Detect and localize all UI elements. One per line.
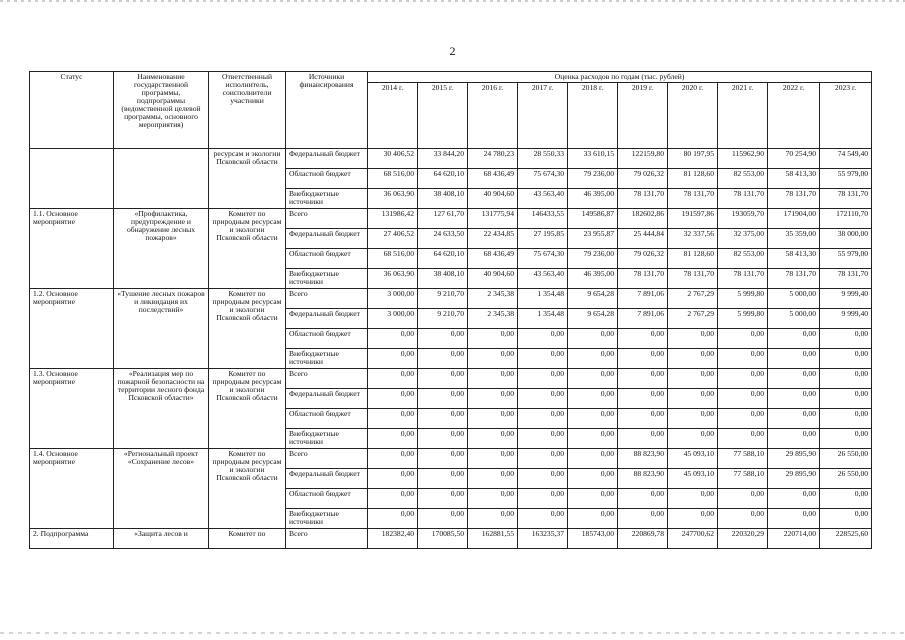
row-value: 55 979,00 xyxy=(820,169,872,189)
header-year: 2019 г. xyxy=(618,83,668,149)
row-value: 75 674,30 xyxy=(518,169,568,189)
row-value: 0,00 xyxy=(518,349,568,369)
row-value: 0,00 xyxy=(368,449,418,469)
row-value: 78 131,70 xyxy=(718,189,768,209)
row-value: 146433,55 xyxy=(518,209,568,229)
row-value: 0,00 xyxy=(468,429,518,449)
row-status: 2. Подпрограмма xyxy=(30,529,114,549)
row-value: 9 999,40 xyxy=(820,289,872,309)
row-value: 78 131,70 xyxy=(668,189,718,209)
row-funding-source: Федеральный бюджет xyxy=(286,389,368,409)
row-value: 0,00 xyxy=(368,329,418,349)
table-row xyxy=(30,209,872,229)
row-value: 0,00 xyxy=(468,489,518,509)
row-value: 0,00 xyxy=(618,489,668,509)
row-value: 0,00 xyxy=(368,489,418,509)
row-value: 2 767,29 xyxy=(668,289,718,309)
row-value: 0,00 xyxy=(368,349,418,369)
row-value: 3 000,00 xyxy=(368,309,418,329)
row-value: 5 999,80 xyxy=(718,289,768,309)
row-status xyxy=(30,149,114,209)
row-value: 0,00 xyxy=(618,409,668,429)
row-value: 0,00 xyxy=(718,509,768,529)
row-value: 0,00 xyxy=(820,329,872,349)
row-value: 82 553,00 xyxy=(718,169,768,189)
row-value: 32 337,56 xyxy=(668,229,718,249)
row-funding-source: Внебюджетные источники xyxy=(286,509,368,529)
row-value: 0,00 xyxy=(568,429,618,449)
row-value: 25 444,84 xyxy=(618,229,668,249)
row-executor: Комитет по природным ресурсам и экологии Псковской области xyxy=(209,369,286,449)
row-value: 0,00 xyxy=(568,509,618,529)
row-executor: Комитет по природным ресурсам и экологии Псковской области xyxy=(209,289,286,369)
row-value: 0,00 xyxy=(618,349,668,369)
row-status: 1.4. Основное мероприятие xyxy=(30,449,114,529)
row-value: 0,00 xyxy=(768,429,820,449)
row-value: 33 610,15 xyxy=(568,149,618,169)
row-value: 22 434,85 xyxy=(468,229,518,249)
row-value: 0,00 xyxy=(768,329,820,349)
row-value: 78 131,70 xyxy=(768,269,820,289)
row-value: 70 254,90 xyxy=(768,149,820,169)
row-value: 74 549,40 xyxy=(820,149,872,169)
table-row xyxy=(30,149,872,169)
row-funding-source: Внебюджетные источники xyxy=(286,189,368,209)
row-value: 79 236,00 xyxy=(568,169,618,189)
row-value: 0,00 xyxy=(568,349,618,369)
row-value: 0,00 xyxy=(618,509,668,529)
row-value: 0,00 xyxy=(518,389,568,409)
header-status: Статус xyxy=(30,72,114,149)
header-year: 2021 г. xyxy=(718,83,768,149)
table-row xyxy=(30,369,872,389)
row-value: 0,00 xyxy=(518,369,568,389)
row-value: 38 408,10 xyxy=(418,269,468,289)
row-value: 0,00 xyxy=(668,389,718,409)
table-row xyxy=(30,449,872,469)
row-value: 5 999,80 xyxy=(718,309,768,329)
row-value: 0,00 xyxy=(568,449,618,469)
row-value: 1 354,48 xyxy=(518,309,568,329)
row-value: 0,00 xyxy=(618,369,668,389)
row-value: 0,00 xyxy=(768,369,820,389)
row-status: 1.2. Основное мероприятие xyxy=(30,289,114,369)
row-value: 68 436,49 xyxy=(468,249,518,269)
row-value: 80 197,95 xyxy=(668,149,718,169)
row-value: 32 375,00 xyxy=(718,229,768,249)
row-value: 0,00 xyxy=(568,329,618,349)
row-value: 2 767,29 xyxy=(668,309,718,329)
budget-table xyxy=(29,71,872,549)
row-value: 0,00 xyxy=(618,429,668,449)
row-value: 0,00 xyxy=(568,369,618,389)
row-value: 171904,00 xyxy=(768,209,820,229)
table-row xyxy=(30,529,872,549)
row-value: 0,00 xyxy=(418,369,468,389)
row-value: 7 891,06 xyxy=(618,309,668,329)
row-value: 0,00 xyxy=(518,469,568,489)
row-value: 9 210,70 xyxy=(418,309,468,329)
row-value: 0,00 xyxy=(718,429,768,449)
row-value: 0,00 xyxy=(668,369,718,389)
row-value: 0,00 xyxy=(718,489,768,509)
row-value: 0,00 xyxy=(518,429,568,449)
row-value: 170085,50 xyxy=(418,529,468,549)
row-status: 1.1. Основное мероприятие xyxy=(30,209,114,289)
row-value: 0,00 xyxy=(768,489,820,509)
row-value: 172110,70 xyxy=(820,209,872,229)
row-value: 0,00 xyxy=(368,409,418,429)
row-status: 1.3. Основное мероприятие xyxy=(30,369,114,449)
row-value: 0,00 xyxy=(418,469,468,489)
row-value: 7 891,06 xyxy=(618,289,668,309)
row-value: 0,00 xyxy=(820,409,872,429)
row-funding-source: Всего xyxy=(286,369,368,389)
row-value: 0,00 xyxy=(518,449,568,469)
row-value: 64 620,10 xyxy=(418,169,468,189)
row-value: 45 093,10 xyxy=(668,449,718,469)
row-value: 0,00 xyxy=(668,429,718,449)
row-value: 0,00 xyxy=(618,329,668,349)
header-year: 2017 г. xyxy=(518,83,568,149)
row-value: 0,00 xyxy=(468,509,518,529)
scan-edge-bottom xyxy=(0,632,905,634)
row-value: 0,00 xyxy=(668,329,718,349)
row-program-name: «Реализация мер по пожарной безопасности на территории лесного фонда Псковской области» xyxy=(114,369,209,449)
row-value: 0,00 xyxy=(418,409,468,429)
row-value: 0,00 xyxy=(468,349,518,369)
row-value: 220714,00 xyxy=(768,529,820,549)
row-value: 0,00 xyxy=(820,429,872,449)
row-value: 43 563,40 xyxy=(518,189,568,209)
row-value: 0,00 xyxy=(618,389,668,409)
row-value: 0,00 xyxy=(820,509,872,529)
row-value: 23 955,87 xyxy=(568,229,618,249)
row-program-name: «Региональный проект «Сохранение лесов» xyxy=(114,449,209,529)
row-value: 78 131,70 xyxy=(618,189,668,209)
row-value: 27 195,85 xyxy=(518,229,568,249)
header-year: 2018 г. xyxy=(568,83,618,149)
row-value: 77 588,10 xyxy=(718,449,768,469)
header-row-top xyxy=(30,72,872,83)
row-value: 0,00 xyxy=(468,469,518,489)
header-executor: Ответственный исполнитель, соисполнители участники xyxy=(209,72,286,149)
row-value: 0,00 xyxy=(418,489,468,509)
row-value: 45 093,10 xyxy=(668,469,718,489)
header-estimate: Оценка расходов по годам (тыс. рублей) xyxy=(368,72,872,83)
row-value: 0,00 xyxy=(820,489,872,509)
row-value: 0,00 xyxy=(368,509,418,529)
row-value: 9 210,70 xyxy=(418,289,468,309)
row-value: 0,00 xyxy=(768,409,820,429)
row-value: 247700,62 xyxy=(668,529,718,549)
row-funding-source: Федеральный бюджет xyxy=(286,309,368,329)
row-funding-source: Всего xyxy=(286,449,368,469)
row-value: 36 063,90 xyxy=(368,189,418,209)
row-value: 81 128,60 xyxy=(668,249,718,269)
row-value: 0,00 xyxy=(668,409,718,429)
row-funding-source: Федеральный бюджет xyxy=(286,229,368,249)
row-value: 58 413,30 xyxy=(768,169,820,189)
row-value: 78 131,70 xyxy=(618,269,668,289)
row-value: 220869,78 xyxy=(618,529,668,549)
row-value: 0,00 xyxy=(518,509,568,529)
row-value: 64 620,10 xyxy=(418,249,468,269)
row-value: 0,00 xyxy=(718,349,768,369)
row-value: 131775,94 xyxy=(468,209,518,229)
row-value: 163235,37 xyxy=(518,529,568,549)
row-value: 36 063,90 xyxy=(368,269,418,289)
header-year: 2023 г. xyxy=(820,83,872,149)
row-value: 0,00 xyxy=(568,409,618,429)
header-source: Источники финансирования xyxy=(286,72,368,149)
row-value: 40 904,60 xyxy=(468,269,518,289)
row-value: 182602,86 xyxy=(618,209,668,229)
header-year: 2014 г. xyxy=(368,83,418,149)
row-value: 0,00 xyxy=(768,389,820,409)
row-value: 182382,40 xyxy=(368,529,418,549)
header-year: 2015 г. xyxy=(418,83,468,149)
row-program-name xyxy=(114,149,209,209)
row-value: 0,00 xyxy=(368,429,418,449)
row-value: 29 895,90 xyxy=(768,469,820,489)
row-value: 0,00 xyxy=(568,489,618,509)
row-value: 0,00 xyxy=(518,329,568,349)
row-value: 43 563,40 xyxy=(518,269,568,289)
row-value: 29 895,90 xyxy=(768,449,820,469)
row-value: 0,00 xyxy=(768,509,820,529)
row-value: 0,00 xyxy=(468,409,518,429)
row-value: 79 026,32 xyxy=(618,249,668,269)
row-value: 0,00 xyxy=(468,449,518,469)
row-value: 0,00 xyxy=(368,469,418,489)
row-value: 9 999,40 xyxy=(820,309,872,329)
row-value: 0,00 xyxy=(368,389,418,409)
page-number: 2 xyxy=(449,44,456,58)
row-program-name: «Защита лесов и xyxy=(114,529,209,549)
header-year: 2020 г. xyxy=(668,83,718,149)
row-funding-source: Всего xyxy=(286,529,368,549)
row-value: 149586,87 xyxy=(568,209,618,229)
header-year: 2022 г. xyxy=(768,83,820,149)
row-value: 81 128,60 xyxy=(668,169,718,189)
row-value: 0,00 xyxy=(468,389,518,409)
row-value: 77 588,10 xyxy=(718,469,768,489)
row-value: 78 131,70 xyxy=(820,189,872,209)
row-value: 28 550,33 xyxy=(518,149,568,169)
row-value: 115962,90 xyxy=(718,149,768,169)
row-executor: Комитет по природным ресурсам и экологии Псковской области xyxy=(209,449,286,529)
row-program-name: «Профилактика, предупреждение и обнаружение лесных пожаров» xyxy=(114,209,209,289)
row-executor: ресурсам и экологии Псковской области xyxy=(209,149,286,209)
row-value: 33 844,20 xyxy=(418,149,468,169)
row-value: 88 823,90 xyxy=(618,469,668,489)
row-value: 0,00 xyxy=(518,489,568,509)
row-value: 24 780,23 xyxy=(468,149,518,169)
row-funding-source: Внебюджетные источники xyxy=(286,349,368,369)
row-value: 0,00 xyxy=(418,329,468,349)
row-value: 131986,42 xyxy=(368,209,418,229)
row-value: 30 406,52 xyxy=(368,149,418,169)
row-value: 5 000,00 xyxy=(768,289,820,309)
row-funding-source: Федеральный бюджет xyxy=(286,149,368,169)
row-value: 0,00 xyxy=(468,369,518,389)
row-value: 26 550,00 xyxy=(820,469,872,489)
scan-edge-top xyxy=(0,0,905,2)
row-value: 38 408,10 xyxy=(418,189,468,209)
row-value: 0,00 xyxy=(368,369,418,389)
row-value: 3 000,00 xyxy=(368,289,418,309)
row-value: 0,00 xyxy=(768,349,820,369)
row-value: 0,00 xyxy=(418,429,468,449)
row-value: 0,00 xyxy=(718,329,768,349)
row-value: 58 413,30 xyxy=(768,249,820,269)
row-value: 0,00 xyxy=(820,389,872,409)
row-funding-source: Областной бюджет xyxy=(286,329,368,349)
row-value: 79 236,00 xyxy=(568,249,618,269)
row-value: 220320,29 xyxy=(718,529,768,549)
row-value: 2 345,38 xyxy=(468,309,518,329)
row-funding-source: Областной бюджет xyxy=(286,169,368,189)
row-value: 0,00 xyxy=(568,469,618,489)
row-value: 0,00 xyxy=(820,369,872,389)
row-value: 79 026,32 xyxy=(618,169,668,189)
row-value: 9 654,28 xyxy=(568,289,618,309)
row-value: 27 406,52 xyxy=(368,229,418,249)
row-value: 0,00 xyxy=(820,349,872,369)
row-value: 122159,80 xyxy=(618,149,668,169)
row-value: 24 633,50 xyxy=(418,229,468,249)
row-value: 55 979,00 xyxy=(820,249,872,269)
row-value: 0,00 xyxy=(718,409,768,429)
row-value: 5 000,00 xyxy=(768,309,820,329)
header-name: Наименование государственной программы, подпрограммы (ведомственной целевой программы, основного мероприятия) xyxy=(114,72,209,149)
row-value: 2 345,38 xyxy=(468,289,518,309)
row-value: 0,00 xyxy=(668,509,718,529)
row-value: 35 359,00 xyxy=(768,229,820,249)
row-value: 0,00 xyxy=(718,389,768,409)
row-value: 162881,55 xyxy=(468,529,518,549)
row-value: 46 395,00 xyxy=(568,189,618,209)
row-value: 0,00 xyxy=(468,329,518,349)
row-value: 68 436,49 xyxy=(468,169,518,189)
row-value: 78 131,70 xyxy=(718,269,768,289)
row-funding-source: Федеральный бюджет xyxy=(286,469,368,489)
row-value: 0,00 xyxy=(418,389,468,409)
row-value: 78 131,70 xyxy=(820,269,872,289)
row-value: 127 61,70 xyxy=(418,209,468,229)
row-value: 26 550,00 xyxy=(820,449,872,469)
row-value: 9 654,28 xyxy=(568,309,618,329)
row-value: 68 516,00 xyxy=(368,169,418,189)
row-funding-source: Всего xyxy=(286,209,368,229)
row-value: 0,00 xyxy=(718,369,768,389)
row-value: 0,00 xyxy=(668,349,718,369)
row-executor: Комитет по природным ресурсам и экологии Псковской области xyxy=(209,209,286,289)
row-value: 82 553,00 xyxy=(718,249,768,269)
row-value: 78 131,70 xyxy=(768,189,820,209)
row-value: 1 354,48 xyxy=(518,289,568,309)
row-value: 0,00 xyxy=(668,489,718,509)
row-value: 88 823,90 xyxy=(618,449,668,469)
row-value: 78 131,70 xyxy=(668,269,718,289)
row-value: 75 674,30 xyxy=(518,249,568,269)
row-funding-source: Областной бюджет xyxy=(286,249,368,269)
row-program-name: «Тушение лесных пожаров и ликвидация их последствий» xyxy=(114,289,209,369)
row-value: 0,00 xyxy=(418,509,468,529)
row-value: 38 000,00 xyxy=(820,229,872,249)
row-funding-source: Областной бюджет xyxy=(286,409,368,429)
row-value: 0,00 xyxy=(518,409,568,429)
row-funding-source: Областной бюджет xyxy=(286,489,368,509)
row-value: 193059,70 xyxy=(718,209,768,229)
row-value: 185743,00 xyxy=(568,529,618,549)
row-executor: Комитет по xyxy=(209,529,286,549)
row-value: 0,00 xyxy=(568,389,618,409)
row-value: 68 516,00 xyxy=(368,249,418,269)
row-value: 46 395,00 xyxy=(568,269,618,289)
row-funding-source: Внебюджетные источники xyxy=(286,269,368,289)
row-value: 191597,86 xyxy=(668,209,718,229)
row-value: 0,00 xyxy=(418,449,468,469)
row-funding-source: Внебюджетные источники xyxy=(286,429,368,449)
table-row xyxy=(30,289,872,309)
header-year: 2016 г. xyxy=(468,83,518,149)
row-value: 40 904,60 xyxy=(468,189,518,209)
row-value: 228525,60 xyxy=(820,529,872,549)
row-funding-source: Всего xyxy=(286,289,368,309)
row-value: 0,00 xyxy=(418,349,468,369)
